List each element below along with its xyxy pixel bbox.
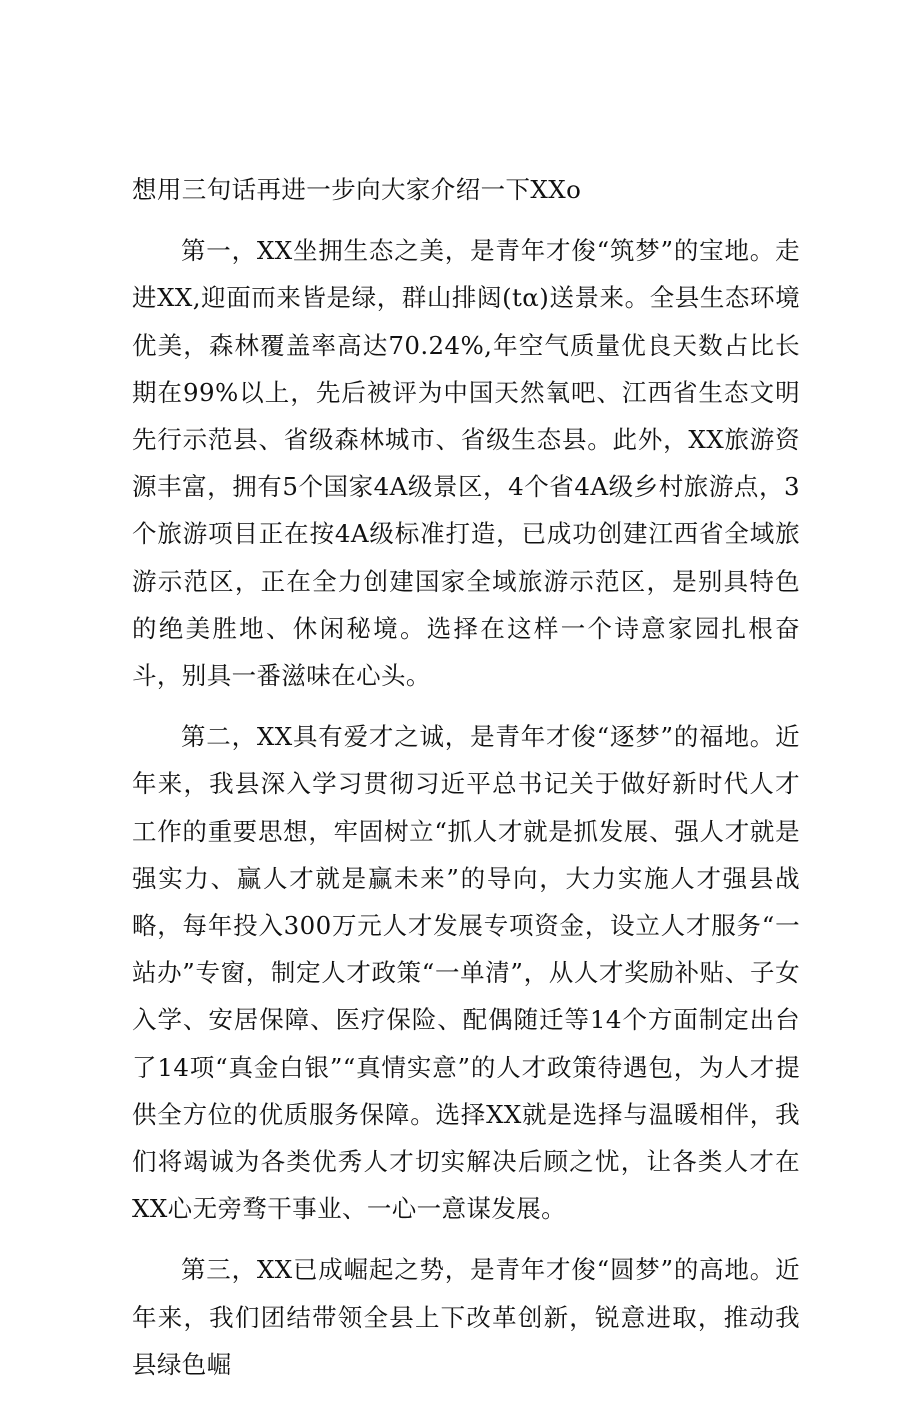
paragraph-second: 第二，XX具有爱才之诚，是青年才俊“逐梦”的福地。近年来，我县深入学习贯彻习近平总书记关于做好新时代人才工作的重要思想，牢固树立“抓人才就是抓发展、强人才就是强实力、赢人才就是赢未来”的导向，大力实施人才强县战略，每年投入300万元人才发展专项资金，设立人才服务“一站办”专窗，制定人才政策“一单清”，从人才奖励补贴、子女入学、安居保障、医疗保险、配偶随迁等14个方面制定出台了14项“真金白银”“真情实意”的人才政策待遇包，为人才提供全方位的优质服务保障。选择XX就是选择与温暖相伴，我们将竭诚为各类优秀人才切实解决后顾之忧，让各类人才在XX心无旁骛干事业、一心一意谋发展。 bbox=[132, 722, 800, 1224]
paragraph-third: 第三，XX已成崛起之势，是青年才俊“圆梦”的高地。近年来，我们团结带领全县上下改革创新，锐意进取，推动我县绿色崛 bbox=[132, 1255, 800, 1379]
paragraph-intro: 想用三句话再进一步向大家介绍一下XXo bbox=[132, 175, 582, 204]
paragraph-first: 第一，XX坐拥生态之美，是青年才俊“筑梦”的宝地。走进XX,迎面而来皆是绿，群山排闼(tα)送景来。全县生态环境优美，森林覆盖率高达70.24%,年空气质量优良天数占比长期在99%以上，先后被评为中国天然氧吧、江西省生态文明先行示范县、省级森林城市、省级生态县。此外，XX旅游资源丰富，拥有5个国家4A级景区，4个省4A级乡村旅游点，3个旅游项目正在按4A级标准打造，已成功创建江西省全域旅游示范区，正在全力创建国家全域旅游示范区，是别具特色的绝美胜地、休闲秘境。选择在这样一个诗意家园扎根奋斗，别具一番滋味在心头。 bbox=[132, 236, 800, 691]
document-body bbox=[132, 166, 800, 1402]
